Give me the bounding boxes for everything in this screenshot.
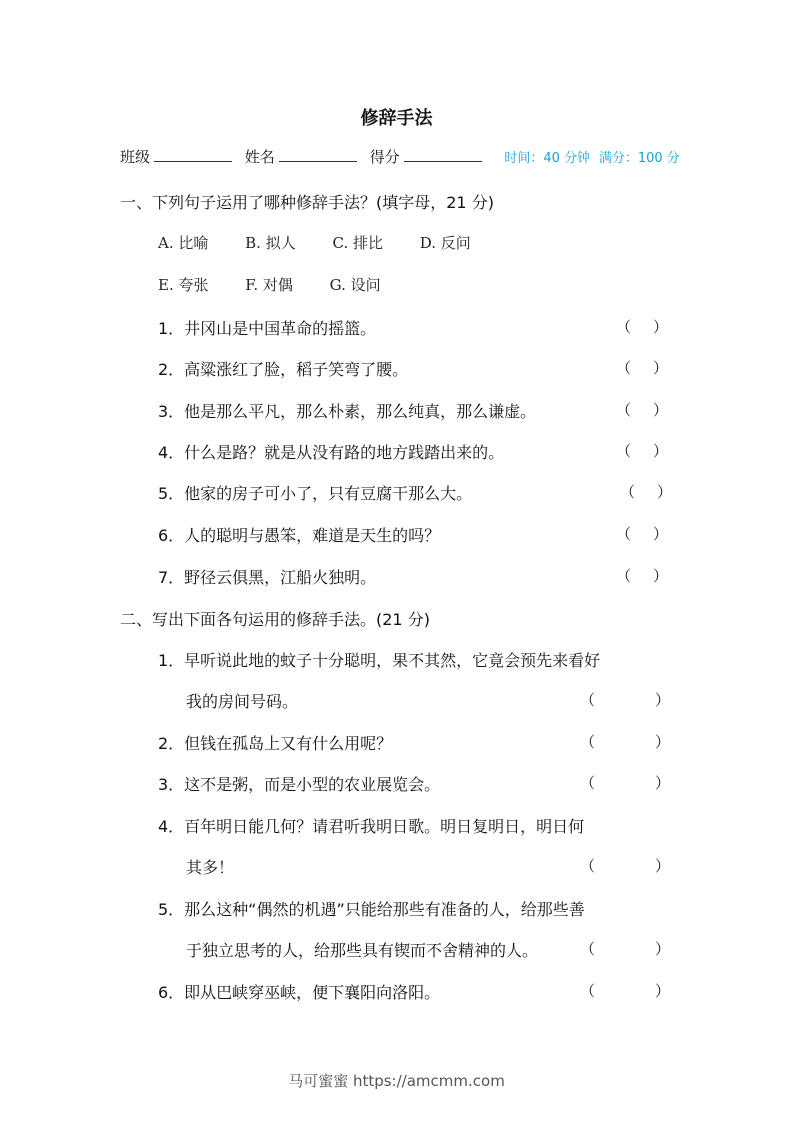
option-e: E. 夸张 (158, 276, 209, 294)
option-c: C. 排比 (332, 234, 383, 252)
s1-question-4: 4．什么是路？就是从没有路的地方践踏出来的。 (158, 443, 505, 462)
s1-question-3: 3．他是那么平凡，那么朴素，那么纯真，那么谦虚。 (158, 402, 537, 421)
s2-question-3: 3．这不是粥，而是小型的农业展览会。 (158, 775, 441, 794)
class-blank[interactable] (154, 147, 232, 162)
option-a: A. 比喻 (158, 234, 209, 252)
s2-answer-4[interactable]: （ ） (580, 857, 671, 875)
section-2-heading: 二、写出下面各句运用的修辞手法。(21 分) (120, 610, 430, 629)
options-row-2 (158, 274, 413, 295)
s1-answer-5[interactable]: （ ） (620, 483, 673, 501)
option-d: D. 反问 (419, 234, 471, 252)
student-info-row (120, 146, 680, 167)
s1-question-7: 7．野径云俱黑，江船火独明。 (158, 568, 377, 587)
s1-answer-7[interactable]: （ ） (616, 567, 669, 585)
s1-question-5: 5．他家的房子可小了，只有豆腐干那么大。 (158, 484, 473, 503)
full-score: 满分：100 分 (598, 151, 680, 166)
s2-question-2: 2．但钱在孤岛上又有什么用呢？ (158, 734, 393, 753)
s2-question-5: 5．那么这种“偶然的机遇”只能给那些有准备的人，给那些善 (158, 900, 585, 919)
s2-answer-1[interactable]: （ ） (580, 691, 671, 709)
s2-answer-6[interactable]: （ ） (580, 982, 671, 1000)
section-1-heading: 一、下列句子运用了哪种修辞手法？(填字母，21 分) (120, 193, 494, 212)
score-blank[interactable] (404, 147, 482, 162)
option-b: B. 拟人 (245, 234, 296, 252)
footer-watermark: 马可蜜蜜 https://amcmm.com (288, 1072, 505, 1090)
s2-answer-2[interactable]: （ ） (580, 733, 671, 751)
s1-question-6: 6．人的聪明与愚笨，难道是天生的吗？ (158, 526, 441, 545)
time-limit: 时间：40 分钟 (504, 151, 591, 166)
s2-question-1: 1．早听说此地的蚊子十分聪明，果不其然，它竟会预先来看好 (158, 651, 601, 670)
s1-answer-6[interactable]: （ ） (616, 525, 669, 543)
s2-answer-3[interactable]: （ ） (580, 774, 671, 792)
option-f: F. 对偶 (245, 276, 293, 294)
s2-question-1-cont: 我的房间号码。 (186, 692, 299, 711)
s2-question-6: 6．即从巴峡穿巫峡，便下襄阳向洛阳。 (158, 983, 441, 1002)
name-blank[interactable] (279, 147, 357, 162)
s2-answer-5[interactable]: （ ） (580, 940, 671, 958)
s2-question-4: 4．百年明日能几何？请君听我明日歌。明日复明日，明日何 (158, 817, 585, 836)
s1-answer-1[interactable]: （ ） (616, 318, 669, 336)
name-label: 姓名 (244, 148, 275, 166)
s1-answer-2[interactable]: （ ） (616, 359, 669, 377)
s1-question-2: 2．高粱涨红了脸，稻子笑弯了腰。 (158, 360, 409, 379)
s1-answer-3[interactable]: （ ） (616, 401, 669, 419)
s2-question-5-cont: 于独立思考的人，给那些具有锲而不舍精神的人。 (186, 941, 539, 960)
option-g: G. 设问 (329, 276, 381, 294)
s1-question-1: 1．井冈山是中国革命的摇篮。 (158, 319, 377, 338)
s2-question-4-cont: 其多！ (186, 858, 235, 877)
options-row-1 (158, 232, 503, 253)
score-label: 得分 (369, 148, 400, 166)
page-title: 修辞手法 (360, 108, 433, 129)
s1-answer-4[interactable]: （ ） (616, 442, 669, 460)
class-label: 班级 (120, 148, 151, 166)
